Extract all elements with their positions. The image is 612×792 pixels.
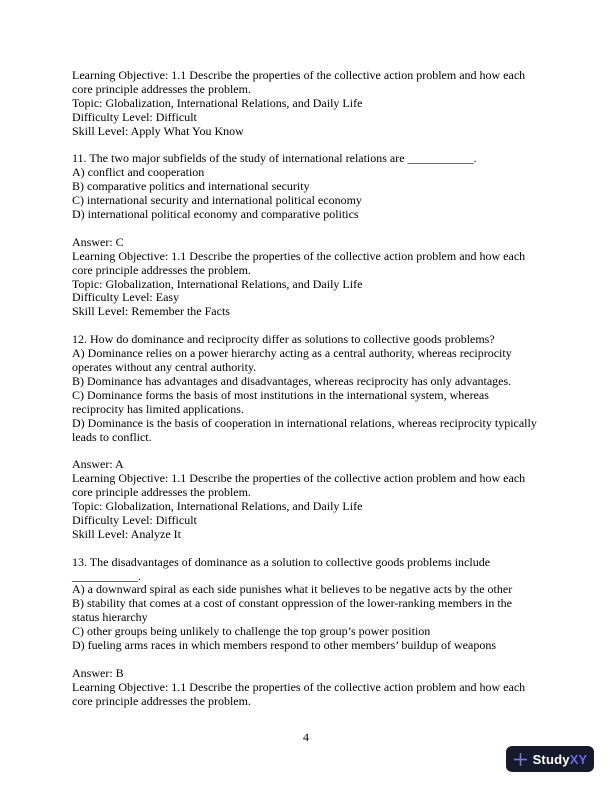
text-line: Skill Level: Remember the Facts (72, 304, 230, 319)
text-line: D) fueling arms races in which members respond to other members’ buildup of weapons (72, 638, 496, 653)
text-line: C) other groups being unlikely to challenge the top group’s power position (72, 624, 431, 639)
text-line: Topic: Globalization, International Relations, and Daily Life (72, 499, 363, 514)
text-line: Learning Objective: 1.1 Describe the properties of the collective action problem and how each (72, 679, 526, 694)
text-line: B) comparative politics and international security (72, 179, 310, 194)
question-12-answer-meta (72, 458, 542, 541)
text-line: Skill Level: Apply What You Know (72, 123, 244, 138)
question-10-meta (72, 69, 542, 139)
text-line: core principle addresses the problem. (72, 693, 251, 708)
text-line: status hierarchy (72, 610, 148, 625)
text-line: core principle addresses the problem. (72, 262, 251, 277)
text-line: A) Dominance relies on a power hierarchy acting as a central authority, whereas reciprocity (72, 346, 512, 361)
text-line: D) international political economy and comparative politics (72, 207, 359, 222)
plus-icon (513, 752, 528, 767)
text-line: B) stability that comes at a cost of constant oppression of the lower-ranking members in the (72, 596, 512, 611)
question-11 (72, 152, 542, 222)
text-line: Topic: Globalization, International Relations, and Daily Life (72, 276, 363, 291)
text-line: Topic: Globalization, International Relations, and Daily Life (72, 95, 363, 110)
text-line: reciprocity has limited applications. (72, 401, 244, 416)
page-number: 4 (303, 730, 309, 744)
text-line: D) Dominance is the basis of cooperation in international relations, whereas reciprocity typically (72, 415, 537, 430)
question-13-answer-meta (72, 667, 542, 709)
text-line: C) international security and international political economy (72, 193, 362, 208)
text-line: C) Dominance forms the basis of most institutions in the international system, whereas (72, 387, 489, 402)
document-content (72, 69, 542, 722)
question-13 (72, 556, 542, 653)
text-line: 13. The disadvantages of dominance as a solution to collective goods problems include (72, 554, 491, 569)
text-line: Answer: C (72, 234, 124, 249)
text-line: Skill Level: Analyze It (72, 526, 181, 541)
text-line: Learning Objective: 1.1 Describe the properties of the collective action problem and how each (72, 68, 526, 82)
text-line: ___________. (72, 568, 141, 583)
question-11-answer-meta (72, 236, 542, 319)
text-line: Difficulty Level: Difficult (72, 512, 197, 527)
text-line: Difficulty Level: Easy (72, 290, 180, 305)
text-line: 12. How do dominance and reciprocity differ as solutions to collective goods problems? (72, 332, 495, 347)
text-line: Answer: B (72, 665, 124, 680)
text-line: core principle addresses the problem. (72, 81, 251, 96)
text-line: Learning Objective: 1.1 Describe the properties of the collective action problem and how each (72, 471, 526, 486)
text-line: Difficulty Level: Difficult (72, 109, 197, 124)
text-line: core principle addresses the problem. (72, 485, 251, 500)
brand-wordmark (533, 753, 588, 766)
text-line: Learning Objective: 1.1 Describe the properties of the collective action problem and how each (72, 248, 526, 263)
text-line: Answer: A (72, 457, 124, 472)
brand-study-text: Study (532, 751, 570, 767)
text-line: A) conflict and cooperation (72, 165, 205, 180)
studyxy-badge[interactable] (506, 746, 594, 772)
text-line: leads to conflict. (72, 429, 152, 444)
text-line: operates without any central authority. (72, 359, 257, 374)
brand-xy-text: XY (569, 751, 588, 767)
text-line: A) a downward spiral as each side punishes what it believes to be negative acts by the other (72, 582, 513, 597)
question-12 (72, 333, 542, 444)
text-line: 11. The two major subfields of the study of international relations are ___________. (72, 151, 477, 166)
text-line: B) Dominance has advantages and disadvantages, whereas reciprocity has only advantages. (72, 373, 512, 388)
